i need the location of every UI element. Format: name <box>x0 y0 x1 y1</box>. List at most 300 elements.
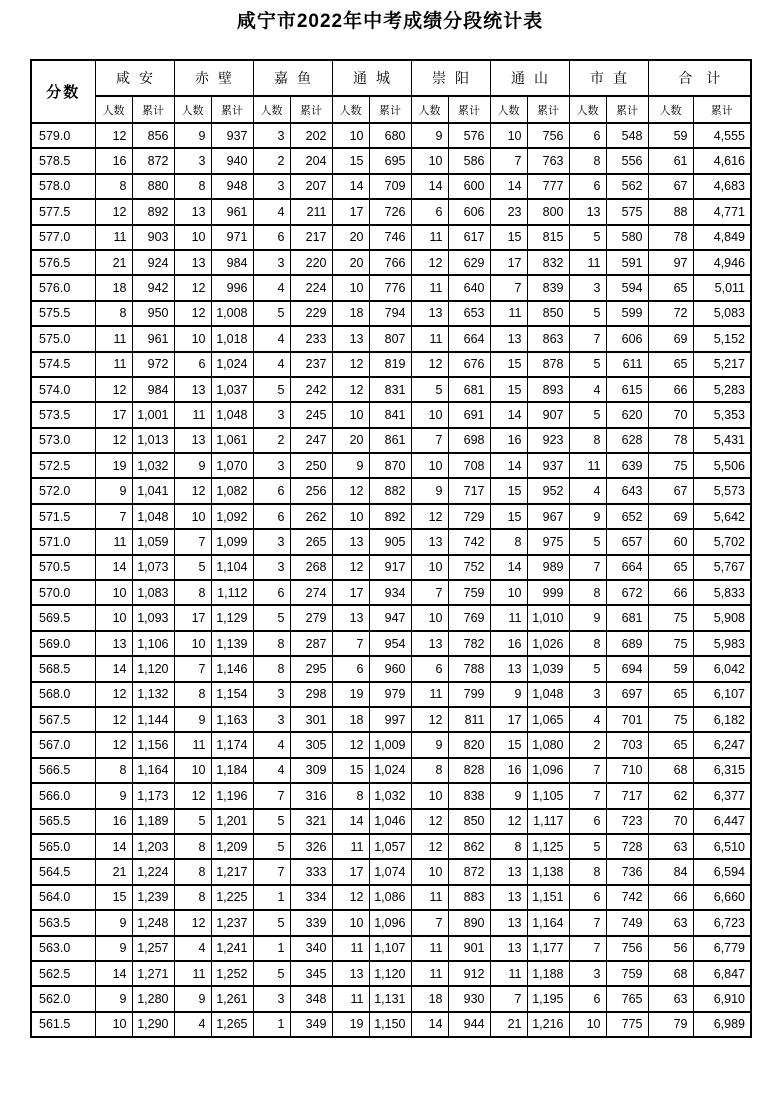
table-row <box>31 225 751 250</box>
count-cell: 5 <box>253 910 290 935</box>
cumulative-cell: 348 <box>290 986 332 1011</box>
cumulative-cell: 819 <box>369 352 411 377</box>
count-cell: 6 <box>569 123 606 148</box>
cumulative-cell: 961 <box>132 326 174 351</box>
cumulative-cell: 591 <box>606 250 648 275</box>
cumulative-cell: 1,009 <box>369 732 411 757</box>
cumulative-cell: 759 <box>606 961 648 986</box>
table-row <box>31 301 751 326</box>
cumulative-cell: 807 <box>369 326 411 351</box>
cumulative-cell: 1,125 <box>527 834 569 859</box>
count-cell: 11 <box>332 834 369 859</box>
count-cell: 19 <box>95 453 132 478</box>
cumulative-cell: 681 <box>448 377 490 402</box>
cumulative-cell: 247 <box>290 428 332 453</box>
cumulative-cell: 6,182 <box>693 707 751 732</box>
count-cell: 5 <box>569 352 606 377</box>
cumulative-cell: 1,013 <box>132 428 174 453</box>
count-cell: 7 <box>411 580 448 605</box>
cumulative-cell: 6,723 <box>693 910 751 935</box>
score-cell: 565.0 <box>31 834 95 859</box>
cumulative-cell: 1,280 <box>132 986 174 1011</box>
count-cell: 15 <box>95 885 132 910</box>
count-cell: 16 <box>490 758 527 783</box>
count-cell: 17 <box>490 707 527 732</box>
score-cell: 576.5 <box>31 250 95 275</box>
cumulative-cell: 340 <box>290 936 332 961</box>
cumulative-cell: 689 <box>606 631 648 656</box>
cumulative-cell: 680 <box>369 123 411 148</box>
count-cell: 15 <box>490 504 527 529</box>
cumulative-cell: 1,224 <box>132 859 174 884</box>
table-row <box>31 783 751 808</box>
score-cell: 570.5 <box>31 555 95 580</box>
count-cell: 13 <box>490 326 527 351</box>
count-cell: 8 <box>95 301 132 326</box>
score-cell: 564.0 <box>31 885 95 910</box>
count-cell: 12 <box>95 428 132 453</box>
cumulative-cell: 952 <box>527 478 569 503</box>
table-row <box>31 174 751 199</box>
cumulative-cell: 316 <box>290 783 332 808</box>
cumulative-cell: 287 <box>290 631 332 656</box>
score-cell: 575.0 <box>31 326 95 351</box>
cumulative-cell: 1,265 <box>211 1012 253 1037</box>
cumulative-cell: 1,041 <box>132 478 174 503</box>
table-row <box>31 148 751 173</box>
count-cell: 3 <box>253 250 290 275</box>
count-cell: 14 <box>95 656 132 681</box>
count-cell: 3 <box>569 682 606 707</box>
count-cell: 5 <box>411 377 448 402</box>
count-cell: 11 <box>95 225 132 250</box>
cumulative-cell: 1,163 <box>211 707 253 732</box>
table-row <box>31 682 751 707</box>
count-cell: 13 <box>174 199 211 224</box>
cumulative-cell: 617 <box>448 225 490 250</box>
count-cell: 5 <box>174 809 211 834</box>
count-cell: 59 <box>648 123 693 148</box>
cumulative-cell: 4,555 <box>693 123 751 148</box>
count-cell: 10 <box>95 580 132 605</box>
subheader-cumulative: 累计 <box>211 96 253 123</box>
table-row <box>31 453 751 478</box>
cumulative-cell: 832 <box>527 250 569 275</box>
count-cell: 13 <box>490 910 527 935</box>
cumulative-cell: 326 <box>290 834 332 859</box>
count-cell: 12 <box>174 783 211 808</box>
score-cell: 571.0 <box>31 529 95 554</box>
cumulative-cell: 1,083 <box>132 580 174 605</box>
cumulative-cell: 1,032 <box>369 783 411 808</box>
cumulative-cell: 305 <box>290 732 332 757</box>
cumulative-cell: 1,290 <box>132 1012 174 1037</box>
cumulative-cell: 839 <box>527 275 569 300</box>
count-cell: 10 <box>95 605 132 630</box>
count-cell: 5 <box>569 402 606 427</box>
count-cell: 84 <box>648 859 693 884</box>
count-cell: 3 <box>253 555 290 580</box>
count-cell: 15 <box>332 758 369 783</box>
count-cell: 21 <box>490 1012 527 1037</box>
count-cell: 11 <box>411 682 448 707</box>
table-row <box>31 123 751 148</box>
cumulative-cell: 975 <box>527 529 569 554</box>
count-cell: 65 <box>648 352 693 377</box>
cumulative-cell: 1,008 <box>211 301 253 326</box>
count-cell: 11 <box>174 961 211 986</box>
count-cell: 14 <box>490 402 527 427</box>
cumulative-cell: 664 <box>606 555 648 580</box>
count-cell: 13 <box>332 326 369 351</box>
cumulative-cell: 562 <box>606 174 648 199</box>
count-cell: 11 <box>332 986 369 1011</box>
cumulative-cell: 1,092 <box>211 504 253 529</box>
count-cell: 10 <box>411 453 448 478</box>
score-table <box>30 59 752 1038</box>
cumulative-cell: 701 <box>606 707 648 732</box>
cumulative-cell: 1,001 <box>132 402 174 427</box>
cumulative-cell: 937 <box>527 453 569 478</box>
cumulative-cell: 903 <box>132 225 174 250</box>
score-cell: 573.5 <box>31 402 95 427</box>
cumulative-cell: 1,138 <box>527 859 569 884</box>
count-cell: 3 <box>253 707 290 732</box>
count-cell: 14 <box>95 834 132 859</box>
cumulative-cell: 1,216 <box>527 1012 569 1037</box>
score-cell: 574.0 <box>31 377 95 402</box>
header-row-regions <box>31 60 751 96</box>
cumulative-cell: 863 <box>527 326 569 351</box>
count-cell: 7 <box>569 936 606 961</box>
score-cell: 573.0 <box>31 428 95 453</box>
count-cell: 19 <box>332 1012 369 1037</box>
score-cell: 567.5 <box>31 707 95 732</box>
cumulative-cell: 1,070 <box>211 453 253 478</box>
count-cell: 8 <box>490 834 527 859</box>
table-row <box>31 402 751 427</box>
cumulative-cell: 984 <box>211 250 253 275</box>
cumulative-cell: 1,196 <box>211 783 253 808</box>
count-cell: 10 <box>332 123 369 148</box>
count-cell: 9 <box>95 783 132 808</box>
count-cell: 14 <box>411 174 448 199</box>
count-cell: 7 <box>569 910 606 935</box>
count-cell: 7 <box>253 783 290 808</box>
subheader-cumulative: 累计 <box>132 96 174 123</box>
cumulative-cell: 1,082 <box>211 478 253 503</box>
count-cell: 3 <box>253 174 290 199</box>
cumulative-cell: 777 <box>527 174 569 199</box>
count-cell: 16 <box>490 631 527 656</box>
cumulative-cell: 5,353 <box>693 402 751 427</box>
cumulative-cell: 207 <box>290 174 332 199</box>
count-cell: 10 <box>332 504 369 529</box>
table-row <box>31 605 751 630</box>
cumulative-cell: 1,144 <box>132 707 174 732</box>
score-cell: 578.0 <box>31 174 95 199</box>
cumulative-cell: 211 <box>290 199 332 224</box>
cumulative-cell: 1,032 <box>132 453 174 478</box>
cumulative-cell: 997 <box>369 707 411 732</box>
count-cell: 8 <box>174 885 211 910</box>
table-row <box>31 961 751 986</box>
cumulative-cell: 1,217 <box>211 859 253 884</box>
cumulative-cell: 1,164 <box>132 758 174 783</box>
score-cell: 578.5 <box>31 148 95 173</box>
table-row <box>31 732 751 757</box>
count-cell: 9 <box>332 453 369 478</box>
count-cell: 70 <box>648 402 693 427</box>
count-cell: 69 <box>648 326 693 351</box>
score-cell: 577.0 <box>31 225 95 250</box>
cumulative-cell: 274 <box>290 580 332 605</box>
subheader-cumulative: 累计 <box>448 96 490 123</box>
count-cell: 3 <box>253 453 290 478</box>
cumulative-cell: 580 <box>606 225 648 250</box>
count-cell: 78 <box>648 225 693 250</box>
count-cell: 5 <box>569 225 606 250</box>
cumulative-cell: 901 <box>448 936 490 961</box>
count-cell: 20 <box>332 225 369 250</box>
table-row <box>31 707 751 732</box>
cumulative-cell: 611 <box>606 352 648 377</box>
count-cell: 13 <box>332 961 369 986</box>
count-cell: 12 <box>95 682 132 707</box>
cumulative-cell: 250 <box>290 453 332 478</box>
cumulative-cell: 5,011 <box>693 275 751 300</box>
count-cell: 13 <box>490 936 527 961</box>
count-cell: 9 <box>174 123 211 148</box>
cumulative-cell: 333 <box>290 859 332 884</box>
count-cell: 11 <box>332 936 369 961</box>
score-cell: 575.5 <box>31 301 95 326</box>
cumulative-cell: 1,151 <box>527 885 569 910</box>
cumulative-cell: 1,237 <box>211 910 253 935</box>
cumulative-cell: 967 <box>527 504 569 529</box>
count-cell: 1 <box>253 936 290 961</box>
cumulative-cell: 1,184 <box>211 758 253 783</box>
cumulative-cell: 5,506 <box>693 453 751 478</box>
count-cell: 70 <box>648 809 693 834</box>
count-cell: 13 <box>174 428 211 453</box>
cumulative-cell: 1,195 <box>527 986 569 1011</box>
count-cell: 18 <box>95 275 132 300</box>
cumulative-cell: 1,093 <box>132 605 174 630</box>
cumulative-cell: 204 <box>290 148 332 173</box>
count-cell: 10 <box>174 504 211 529</box>
cumulative-cell: 800 <box>527 199 569 224</box>
cumulative-cell: 883 <box>448 885 490 910</box>
count-cell: 6 <box>569 885 606 910</box>
count-cell: 17 <box>332 859 369 884</box>
cumulative-cell: 1,188 <box>527 961 569 986</box>
cumulative-cell: 1,154 <box>211 682 253 707</box>
count-cell: 75 <box>648 605 693 630</box>
table-row <box>31 504 751 529</box>
cumulative-cell: 1,059 <box>132 529 174 554</box>
cumulative-cell: 1,201 <box>211 809 253 834</box>
table-body <box>31 123 751 1037</box>
cumulative-cell: 756 <box>606 936 648 961</box>
cumulative-cell: 1,174 <box>211 732 253 757</box>
cumulative-cell: 265 <box>290 529 332 554</box>
count-cell: 15 <box>490 377 527 402</box>
count-cell: 65 <box>648 275 693 300</box>
score-cell: 566.5 <box>31 758 95 783</box>
count-cell: 9 <box>95 936 132 961</box>
table-row <box>31 809 751 834</box>
cumulative-cell: 672 <box>606 580 648 605</box>
cumulative-cell: 1,105 <box>527 783 569 808</box>
cumulative-cell: 334 <box>290 885 332 910</box>
cumulative-cell: 872 <box>132 148 174 173</box>
count-cell: 4 <box>253 275 290 300</box>
cumulative-cell: 5,083 <box>693 301 751 326</box>
count-cell: 14 <box>95 961 132 986</box>
cumulative-cell: 681 <box>606 605 648 630</box>
cumulative-cell: 695 <box>369 148 411 173</box>
count-cell: 7 <box>569 783 606 808</box>
count-cell: 5 <box>569 834 606 859</box>
count-cell: 14 <box>95 555 132 580</box>
cumulative-cell: 1,173 <box>132 783 174 808</box>
cumulative-cell: 788 <box>448 656 490 681</box>
count-cell: 1 <box>253 1012 290 1037</box>
score-cell: 577.5 <box>31 199 95 224</box>
cumulative-cell: 1,241 <box>211 936 253 961</box>
count-cell: 62 <box>648 783 693 808</box>
count-cell: 65 <box>648 555 693 580</box>
subheader-cumulative: 累计 <box>606 96 648 123</box>
count-cell: 9 <box>174 986 211 1011</box>
cumulative-cell: 4,616 <box>693 148 751 173</box>
count-cell: 17 <box>95 402 132 427</box>
score-cell: 574.5 <box>31 352 95 377</box>
cumulative-cell: 742 <box>606 885 648 910</box>
table-row <box>31 910 751 935</box>
cumulative-cell: 1,026 <box>527 631 569 656</box>
table-row <box>31 555 751 580</box>
count-cell: 14 <box>332 174 369 199</box>
subheader-count: 人数 <box>332 96 369 123</box>
cumulative-cell: 766 <box>369 250 411 275</box>
count-cell: 12 <box>332 377 369 402</box>
count-cell: 13 <box>490 859 527 884</box>
count-cell: 12 <box>95 199 132 224</box>
cumulative-cell: 907 <box>527 402 569 427</box>
count-cell: 78 <box>648 428 693 453</box>
count-cell: 8 <box>411 758 448 783</box>
cumulative-cell: 5,573 <box>693 478 751 503</box>
cumulative-cell: 643 <box>606 478 648 503</box>
count-cell: 9 <box>490 682 527 707</box>
score-cell: 562.5 <box>31 961 95 986</box>
count-cell: 10 <box>95 1012 132 1037</box>
cumulative-cell: 229 <box>290 301 332 326</box>
subheader-count: 人数 <box>648 96 693 123</box>
count-cell: 11 <box>490 961 527 986</box>
cumulative-cell: 862 <box>448 834 490 859</box>
cumulative-cell: 594 <box>606 275 648 300</box>
count-cell: 8 <box>569 580 606 605</box>
table-row <box>31 758 751 783</box>
cumulative-cell: 912 <box>448 961 490 986</box>
cumulative-cell: 620 <box>606 402 648 427</box>
count-cell: 79 <box>648 1012 693 1037</box>
count-cell: 65 <box>648 732 693 757</box>
count-cell: 7 <box>332 631 369 656</box>
count-cell: 8 <box>569 631 606 656</box>
count-cell: 7 <box>490 986 527 1011</box>
cumulative-cell: 905 <box>369 529 411 554</box>
count-cell: 4 <box>253 732 290 757</box>
cumulative-cell: 989 <box>527 555 569 580</box>
count-cell: 11 <box>174 402 211 427</box>
count-cell: 15 <box>490 732 527 757</box>
cumulative-cell: 838 <box>448 783 490 808</box>
count-cell: 10 <box>411 402 448 427</box>
cumulative-cell: 202 <box>290 123 332 148</box>
count-cell: 97 <box>648 250 693 275</box>
count-cell: 72 <box>648 301 693 326</box>
count-cell: 7 <box>174 529 211 554</box>
score-cell: 568.0 <box>31 682 95 707</box>
cumulative-cell: 794 <box>369 301 411 326</box>
cumulative-cell: 1,252 <box>211 961 253 986</box>
count-cell: 3 <box>253 682 290 707</box>
count-cell: 13 <box>411 631 448 656</box>
count-cell: 65 <box>648 682 693 707</box>
cumulative-cell: 1,120 <box>369 961 411 986</box>
count-cell: 4 <box>253 758 290 783</box>
cumulative-cell: 1,271 <box>132 961 174 986</box>
cumulative-cell: 1,107 <box>369 936 411 961</box>
cumulative-cell: 1,024 <box>369 758 411 783</box>
count-cell: 9 <box>569 605 606 630</box>
cumulative-cell: 765 <box>606 986 648 1011</box>
cumulative-cell: 1,129 <box>211 605 253 630</box>
count-cell: 19 <box>332 682 369 707</box>
count-cell: 9 <box>95 986 132 1011</box>
cumulative-cell: 237 <box>290 352 332 377</box>
count-cell: 63 <box>648 910 693 935</box>
score-cell: 563.5 <box>31 910 95 935</box>
count-cell: 12 <box>95 123 132 148</box>
cumulative-cell: 1,039 <box>527 656 569 681</box>
score-cell: 562.0 <box>31 986 95 1011</box>
cumulative-cell: 940 <box>211 148 253 173</box>
cumulative-cell: 861 <box>369 428 411 453</box>
score-cell: 572.0 <box>31 478 95 503</box>
count-cell: 7 <box>411 910 448 935</box>
cumulative-cell: 5,983 <box>693 631 751 656</box>
count-cell: 5 <box>253 809 290 834</box>
count-cell: 6 <box>253 580 290 605</box>
cumulative-cell: 984 <box>132 377 174 402</box>
count-cell: 3 <box>569 275 606 300</box>
count-cell: 9 <box>411 478 448 503</box>
cumulative-cell: 1,046 <box>369 809 411 834</box>
count-cell: 66 <box>648 377 693 402</box>
cumulative-cell: 345 <box>290 961 332 986</box>
cumulative-cell: 749 <box>606 910 648 935</box>
cumulative-cell: 882 <box>369 478 411 503</box>
cumulative-cell: 217 <box>290 225 332 250</box>
count-cell: 16 <box>490 428 527 453</box>
cumulative-cell: 759 <box>448 580 490 605</box>
count-cell: 12 <box>95 377 132 402</box>
